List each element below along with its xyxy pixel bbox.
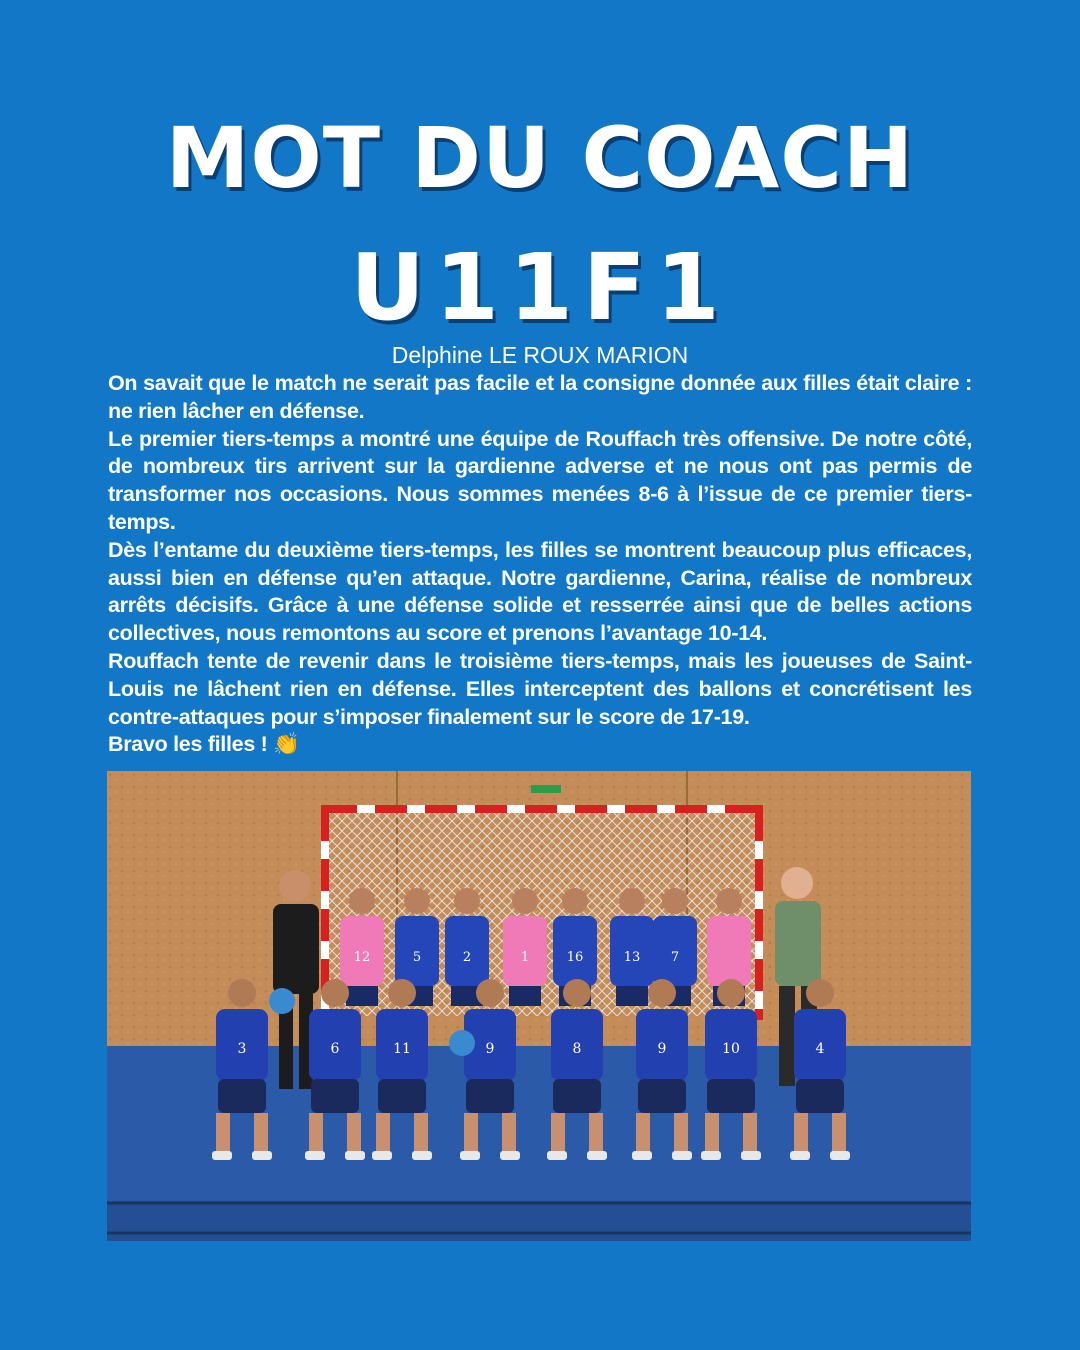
jersey-number: 3 <box>237 1041 247 1057</box>
paragraph: Le premier tiers-temps a montré une équipe de Rouffach très offensive. De notre côté, de nombreux tirs arrivent sur la gardienne adverse et ne nous ont pas permis de transformer nos occasions. Nous sommes menées 8-6 à l’issue de ce premier tiers-temps. <box>108 426 972 534</box>
title-line-2: U11F1 <box>350 234 730 341</box>
team-photo <box>107 771 971 1241</box>
handball-ball <box>269 988 295 1014</box>
jersey-number: 1 <box>520 950 530 965</box>
handball-ball <box>449 1030 475 1056</box>
jersey-number: 11 <box>393 1041 411 1057</box>
jersey-number: 7 <box>670 950 680 965</box>
jersey-number: 9 <box>657 1041 667 1057</box>
jersey-number: 6 <box>330 1041 340 1057</box>
jersey-number: 4 <box>815 1041 825 1057</box>
jersey-number: 9 <box>485 1041 495 1057</box>
jersey-number: 12 <box>353 950 371 965</box>
closing-text: Bravo les filles ! <box>108 732 268 757</box>
team-photo-illustration <box>107 771 971 1241</box>
jersey-number: 2 <box>462 950 472 965</box>
article-body <box>108 370 972 759</box>
title-line-1: MOT DU COACH <box>165 109 915 207</box>
author-name: Delphine LE ROUX MARION <box>391 342 689 368</box>
closing-line <box>108 731 972 759</box>
paragraph: Dès l’entame du deuxième tiers-temps, les filles se montrent beaucoup plus efficaces, aussi bien en défense qu’en attaque. Notre gardienne, Carina, réalise de nombreux arrêts décisifs. Grâce à une défense solide et resserrée ainsi que de belles actions collectives, nous remontons au score et prenons l’avantage 10-14. <box>108 537 972 646</box>
jersey-number: 8 <box>572 1041 582 1057</box>
jersey-number: 5 <box>412 950 422 965</box>
clapping-hands-icon: 👏 <box>273 732 300 757</box>
paragraph: Rouffach tente de revenir dans le troisième tiers-temps, mais les joueuses de Saint-Louis ne lâchent rien en défense. Elles interceptent des ballons et concrétisent les contre-attaques pour s’imposer finalement sur le score de 17-19. <box>108 648 972 729</box>
jersey-number: 16 <box>566 950 584 965</box>
jersey-number: 13 <box>623 950 641 965</box>
jersey-number: 10 <box>722 1041 740 1057</box>
paragraph: On savait que le match ne serait pas facile et la consigne donnée aux filles était claire : ne rien lâcher en défense. <box>108 371 972 423</box>
